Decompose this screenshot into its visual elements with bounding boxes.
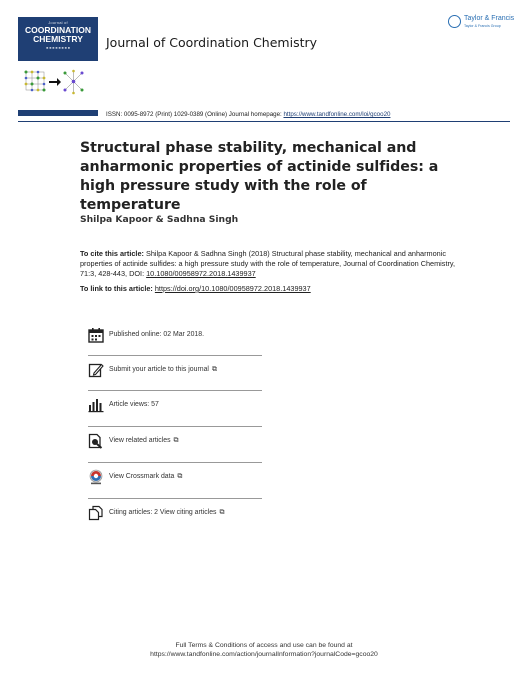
- citation-block: [80, 249, 460, 278]
- cover-title-line1: COORDINATION: [25, 25, 91, 35]
- citation-label: To cite this article:: [80, 249, 144, 258]
- footer: [0, 641, 528, 659]
- journal-homepage-link[interactable]: https://www.tandfonline.com/loi/gcoo20: [283, 111, 391, 118]
- submit-article-row[interactable]: [88, 362, 262, 382]
- journal-title[interactable]: Journal of Coordination Chemistry: [106, 35, 318, 50]
- divider: [88, 390, 262, 391]
- cover-bar: [18, 110, 98, 116]
- crossmark-row[interactable]: [88, 469, 262, 489]
- citation-text: Shilpa Kapoor & Sadhna Singh (2018) Structural phase stability, mechanical and anharmonic properties of actinide sulfides: a high pressure study with the role of temperature, Journal of Coordination Chemistry, 71:3, 428-443, DOI:: [80, 249, 456, 278]
- cover-stripe: ■ ■ ■ ■ ■ ■ ■ ■: [46, 46, 70, 50]
- citation-doi-link[interactable]: 10.1080/00958972.2018.1439937: [146, 268, 256, 278]
- submit-article-link[interactable]: [109, 366, 217, 374]
- crossmark-link[interactable]: [109, 473, 182, 481]
- citing-articles-row[interactable]: [88, 505, 262, 525]
- external-link-icon: ⧉: [219, 509, 225, 516]
- divider: [88, 498, 262, 499]
- footer-terms-text: Full Terms & Conditions of access and use can be found at: [175, 642, 353, 649]
- article-views-text: Article views: 57: [109, 401, 159, 408]
- issn-text: ISSN: 0095-8972 (Print) 1029-0389 (Online) Journal homepage:: [106, 111, 284, 118]
- related-search-icon: [88, 433, 104, 449]
- issn-line: [106, 111, 390, 118]
- article-authors: Shilpa Kapoor & Sadhna Singh: [80, 214, 239, 225]
- calendar-icon: [88, 327, 104, 343]
- bar-chart-icon: [88, 397, 104, 413]
- edit-icon: [88, 362, 104, 378]
- submit-article-text: Submit your article to this journal: [109, 366, 209, 373]
- journal-cover-thumbnail: [18, 17, 98, 61]
- external-link-icon: ⧉: [211, 366, 217, 373]
- citing-articles-text: Citing articles: 2 View citing articles: [109, 509, 217, 516]
- published-online-row: [88, 327, 262, 347]
- related-articles-row[interactable]: [88, 433, 262, 453]
- crossmark-icon: [88, 469, 104, 485]
- external-link-icon: ⧉: [173, 437, 179, 444]
- footer-terms-link[interactable]: https://www.tandfonline.com/action/journalInformation?journalCode=gcoo20: [150, 651, 378, 658]
- crossmark-text: View Crossmark data: [109, 473, 175, 480]
- divider: [88, 426, 262, 427]
- divider: [88, 462, 262, 463]
- publisher-name: Taylor & Francis: [464, 15, 515, 22]
- article-doi-link[interactable]: https://doi.org/10.1080/00958972.2018.1439937: [154, 284, 311, 293]
- citing-articles-icon: [88, 505, 104, 521]
- publisher-logo-icon: [448, 15, 461, 28]
- crystal-structure-graphic-icon: [24, 68, 86, 96]
- cover-line-small: Journal of: [48, 20, 68, 25]
- publisher-group: Taylor & Francis Group: [464, 24, 501, 28]
- external-link-icon: ⧉: [177, 473, 183, 480]
- publisher-logo[interactable]: [448, 14, 516, 32]
- article-link-line: [80, 284, 311, 293]
- divider: [88, 355, 262, 356]
- related-articles-link[interactable]: [109, 437, 179, 445]
- related-articles-text: View related articles: [109, 437, 171, 444]
- published-online-text: Published online: 02 Mar 2018.: [109, 331, 205, 338]
- article-title: Structural phase stability, mechanical and anharmonic properties of actinide sulfides: a high pressure study with the role of temperature: [80, 140, 439, 213]
- cover-title-line2: CHEMISTRY: [33, 34, 83, 44]
- header-divider: [18, 121, 510, 122]
- article-views-row: [88, 397, 262, 417]
- article-link-label: To link to this article:: [80, 284, 155, 293]
- citing-articles-link[interactable]: [109, 509, 225, 517]
